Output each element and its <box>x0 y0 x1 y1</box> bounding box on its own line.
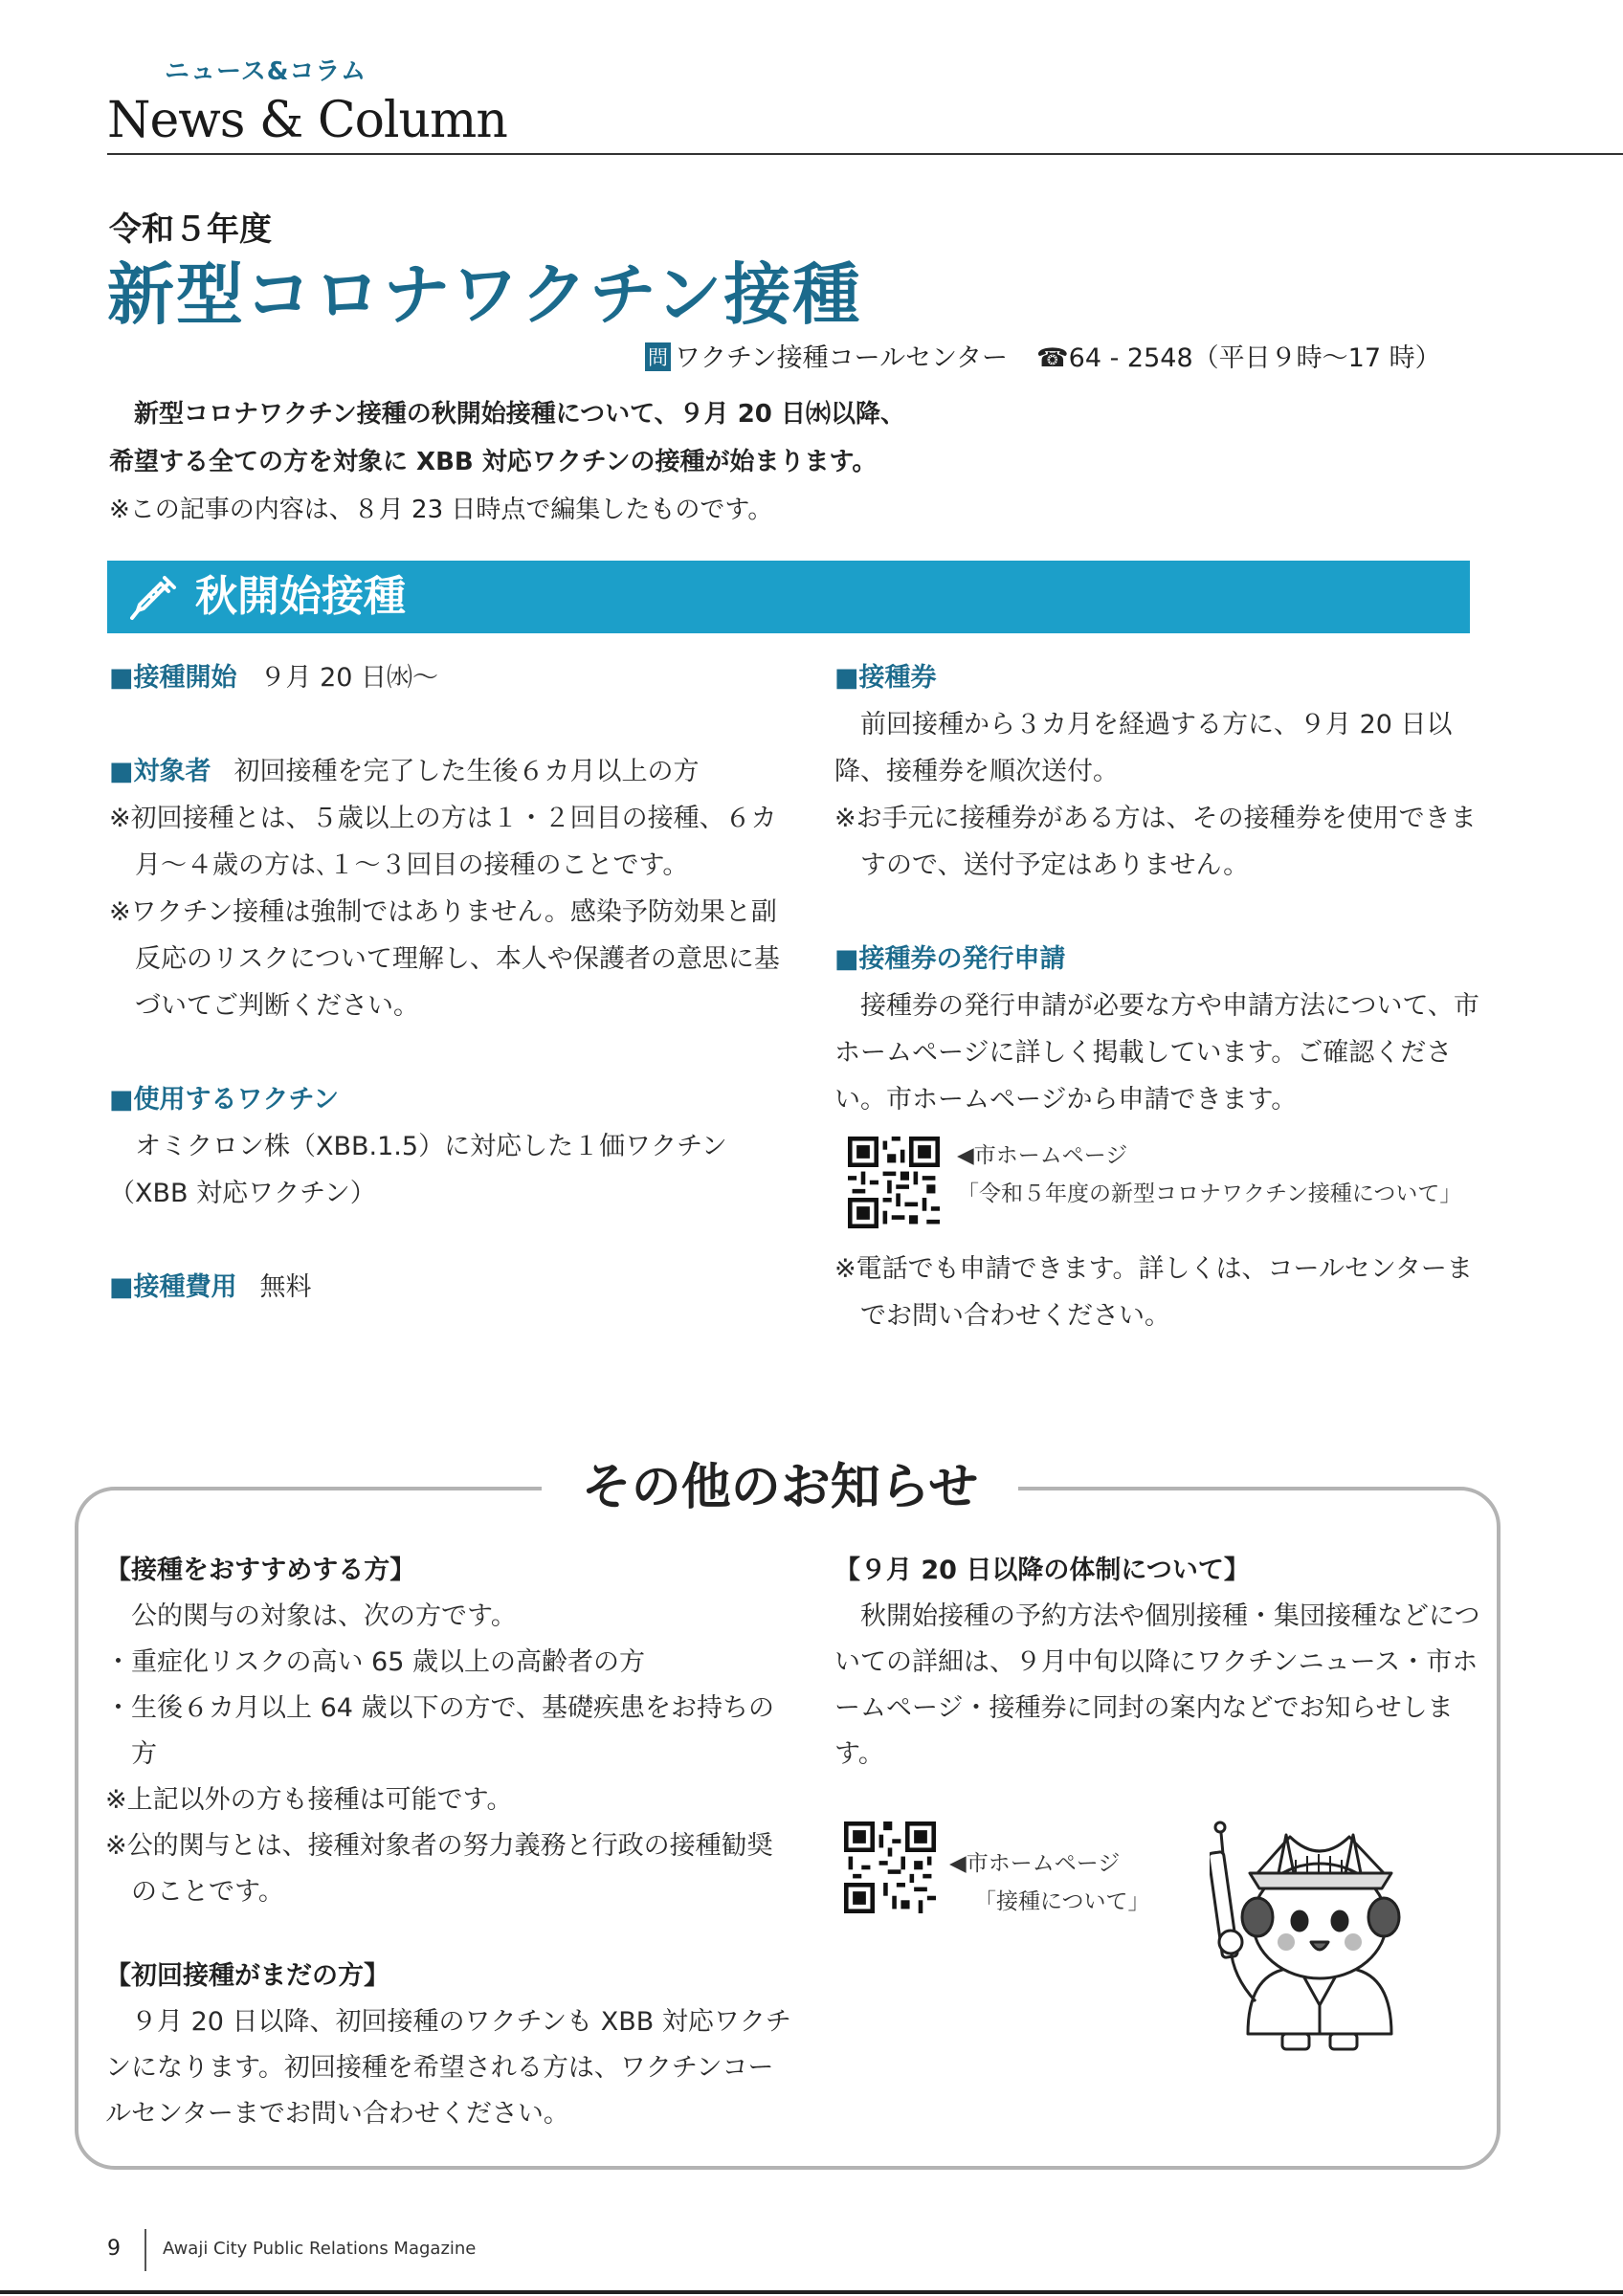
article-intro <box>109 390 1487 534</box>
cost-heading: ■ 接種費用 <box>109 1272 237 1302</box>
footer-rule <box>0 2290 1623 2294</box>
right-column <box>834 654 1485 1339</box>
intro-line: 希望する全ての方を対象に XBB 対応ワクチンの接種が始まります。 <box>109 448 878 476</box>
ticket-heading: ■ 接種券 <box>834 654 1485 701</box>
vaccine-heading: ■ 使用するワクチン <box>109 1076 798 1123</box>
reissue-text: 接種券の発行申請が必要な方や申請方法について、市ホームページに詳しく掲載しています。ご確認ください。市ホームページから申請できます。 <box>834 991 1479 1115</box>
recommend-bullet: ・生後６カ月以上 64 歳以下の方で、基礎疾患をお持ちの方 <box>105 1693 774 1769</box>
first-dose-heading: 【初回接種がまだの方】 <box>105 1961 389 1991</box>
qr-caption: ◀市ホームページ <box>957 1143 1128 1168</box>
recommend-text: 公的関与の対象は、次の方です。 <box>131 1601 517 1631</box>
contact-phone: ☎64 - 2548（平日９時～17 時） <box>1036 343 1441 373</box>
schedule-text: 秋開始接種の予約方法や個別接種・集団接種などについての詳細は、９月中旬以降にワクチンニュース・市ホームページ・接種券に同封の案内などでお知らせします。 <box>834 1601 1480 1769</box>
vaccine-text: オミクロン株（XBB.1.5）に対応した１価ワクチン（XBB 対応ワクチン） <box>109 1132 727 1208</box>
section-label-en: News & Column <box>107 92 507 149</box>
syringe-icon <box>128 570 182 624</box>
schedule-heading: 【９月 20 日以降の体制について】 <box>834 1556 1250 1585</box>
ticket-note: ※お手元に接種券がある方は、その接種券を使用できますので、送付予定はありません。 <box>834 804 1477 880</box>
recommend-heading: 【接種をおすすめする方】 <box>105 1556 416 1585</box>
first-dose-text: ９月 20 日以降、初回接種のワクチンも XBB 対応ワクチンになります。初回接種を希望される方は、ワクチンコールセンターまでお問い合わせください。 <box>105 2007 791 2129</box>
section-label-jp: ニュース&コラム <box>165 57 367 86</box>
reissue-heading: ■ 接種券の発行申請 <box>834 936 1485 982</box>
article-kicker: 令和５年度 <box>109 210 272 249</box>
start-value: ９月 20 日㈬～ <box>259 663 439 693</box>
box-title: その他のお知らせ <box>581 1459 979 1516</box>
intro-note: ※この記事の内容は、８月 23 日時点で編集したものです。 <box>109 496 773 524</box>
qr-code[interactable] <box>844 1821 936 1913</box>
article-headline: 新型コロナワクチン接種 <box>107 255 862 334</box>
left-column <box>109 654 798 1311</box>
magazine-name: Awaji City Public Relations Magazine <box>163 2239 477 2259</box>
box-left-column <box>105 1548 794 2137</box>
start-heading: ■ 接種開始 <box>109 663 237 693</box>
inquiry-badge: 問 <box>645 342 671 371</box>
recommend-note: ※公的関与とは、接種対象者の努力義務と行政の接種勧奨のことです。 <box>105 1831 773 1907</box>
contact-line <box>645 337 1441 374</box>
ticket-text: 前回接種から３カ月を経過する方に、９月 20 日以降、接種券を順次送付。 <box>834 710 1453 786</box>
qr-link-text[interactable]: 「接種について」 <box>974 1889 1150 1914</box>
qr-link-text[interactable]: 「令和５年度の新型コロナワクチン接種について」 <box>957 1181 1462 1206</box>
target-note: ※初回接種とは、５歳以上の方は１・２回目の接種、６カ月～４歳の方は､１～３回目の接種のことです。 <box>109 804 777 880</box>
recommend-bullet: ・重症化リスクの高い 65 歳以上の高齢者の方 <box>105 1647 645 1677</box>
cost-value: 無料 <box>259 1272 312 1302</box>
target-value: 初回接種を完了した生後６カ月以上の方 <box>233 757 700 786</box>
page-number: 9 <box>107 2237 121 2261</box>
qr-caption: ◀市ホームページ <box>949 1851 1121 1876</box>
target-note: ※ワクチン接種は強制ではありません。感染予防効果と副反応のリスクについて理解し、本人や保護者の意思に基づいてご判断ください。 <box>109 897 780 1021</box>
section-title: 秋開始接種 <box>195 572 406 621</box>
target-heading: ■ 対象者 <box>109 757 211 786</box>
mascot-illustration <box>1210 1814 1420 2053</box>
header-divider <box>107 153 1623 155</box>
recommend-note: ※上記以外の方も接種は可能です。 <box>105 1785 513 1815</box>
phone-note: ※電話でも申請できます。詳しくは、コールセンターまでお問い合わせください。 <box>834 1254 1473 1331</box>
intro-line: 新型コロナワクチン接種の秋開始接種について、９月 20 日㈬以降、 <box>134 400 905 429</box>
footer-divider <box>145 2229 146 2271</box>
qr-code[interactable] <box>848 1137 940 1228</box>
contact-name: ワクチン接種コールセンター <box>675 343 1009 373</box>
